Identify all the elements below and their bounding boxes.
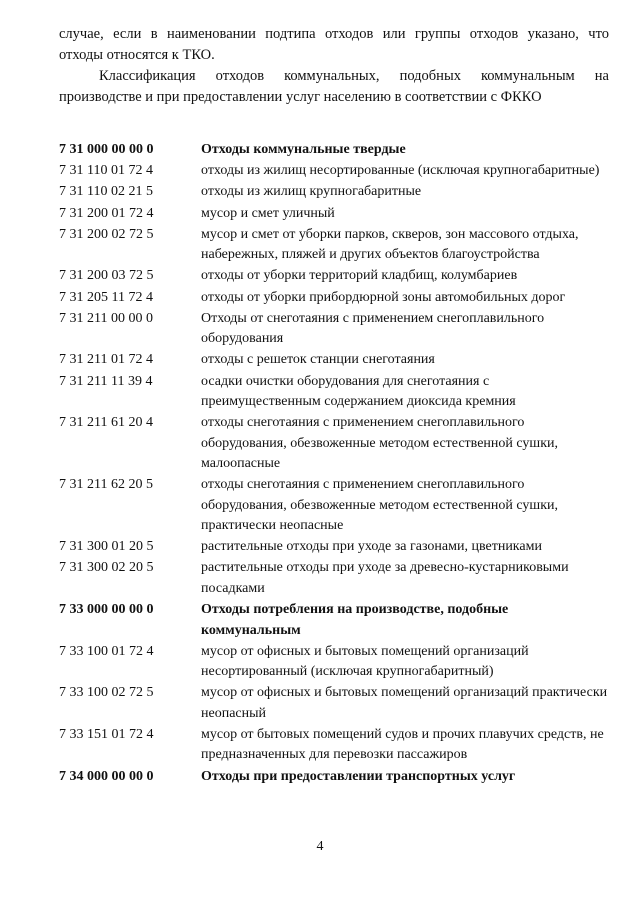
waste-code: 7 31 200 03 72 5: [59, 268, 154, 284]
waste-description: растительные отходы при уходе за газонами, цветниками: [201, 539, 542, 555]
waste-description: Отходы от снеготаяния с применением снегоплавильного оборудования: [201, 310, 545, 347]
table-group-row: [59, 600, 609, 641]
table-row: [59, 266, 609, 286]
waste-code: 7 31 110 02 21 5: [59, 184, 153, 200]
table-group-row: [59, 767, 609, 787]
page-number: 4: [316, 839, 324, 854]
intro-line-2: отходы относятся к ТКО.: [59, 47, 215, 63]
waste-code: 7 33 100 02 72 5: [59, 685, 154, 701]
table-row: [59, 372, 609, 413]
table-row: [59, 225, 609, 266]
waste-code: 7 31 211 11 39 4: [59, 373, 153, 389]
table-row: [59, 537, 609, 557]
waste-description: растительные отходы при уходе за древесно-кустарниковыми посадками: [201, 560, 569, 596]
waste-code: 7 34 000 00 00 0: [59, 768, 154, 784]
waste-code: 7 31 110 01 72 4: [59, 163, 153, 179]
waste-description: мусор от офисных и бытовых помещений организаций несортированный (исключая крупногабаритный): [201, 643, 529, 680]
table-row: [59, 475, 609, 536]
waste-code: 7 33 000 00 00 0: [59, 602, 154, 618]
waste-description: мусор и смет от уборки парков, скверов, зон массового отдыха, набережных, пляжей и других объектов благоустройства: [201, 226, 579, 263]
document-page: [59, 24, 609, 788]
waste-code: 7 31 300 01 20 5: [59, 539, 154, 555]
waste-code: 7 31 200 02 72 5: [59, 226, 154, 242]
waste-description: отходы снеготаяния с применением снегоплавильного оборудования, обезвоженные методом естественной сушки, практически неопасные: [201, 477, 558, 534]
table-row: [59, 413, 609, 474]
waste-description: отходы снеготаяния с применением снегоплавильного оборудования, обезвоженные методом естественной сушки, малоопасные: [201, 415, 558, 472]
table-row: [59, 350, 609, 370]
table-row: [59, 161, 609, 181]
waste-code: 7 31 200 01 72 4: [59, 205, 154, 221]
waste-description: мусор от офисных и бытовых помещений организаций практически неопасный: [201, 685, 608, 721]
table-row: [59, 288, 609, 308]
table-row: [59, 642, 609, 683]
table-row: [59, 182, 609, 202]
classification-heading-line-2: производстве и при предоставлении услуг населению в соответствии с ФККО: [59, 89, 542, 105]
classification-heading-line-1: Классификация отходов коммунальных, подобных коммунальным на: [99, 68, 609, 84]
intro-line-1: случае, если в наименовании подтипа отходов или группы отходов указано, что: [59, 26, 609, 42]
waste-description: мусор и смет уличный: [201, 205, 335, 221]
waste-description: Отходы коммунальные твердые: [201, 142, 406, 157]
waste-description: отходы из жилищ крупногабаритные: [201, 184, 422, 200]
waste-description: отходы от уборки территорий кладбищ, колумбариев: [201, 268, 518, 284]
waste-code: 7 33 151 01 72 4: [59, 726, 154, 742]
waste-code: 7 31 211 62 20 5: [59, 477, 153, 493]
waste-description: осадки очистки оборудования для снеготаяния с преимущественным содержанием диоксида кремния: [201, 373, 516, 410]
waste-classification-table: [59, 140, 609, 787]
waste-code: 7 31 300 02 20 5: [59, 560, 154, 576]
table-row: [59, 683, 609, 724]
waste-description: отходы от уборки прибордюрной зоны автомобильных дорог: [201, 289, 566, 305]
waste-description: мусор от бытовых помещений судов и прочих плавучих средств, не предназначенных для перевозки пассажиров: [201, 726, 604, 763]
table-row: [59, 204, 609, 224]
table-group-row: [59, 140, 609, 160]
table-row: [59, 558, 609, 599]
waste-description: отходы с решеток станции снеготаяния: [201, 352, 435, 368]
waste-description: отходы из жилищ несортированные (исключая крупногабаритные): [201, 163, 600, 179]
table-row: [59, 309, 609, 350]
waste-code: 7 31 211 61 20 4: [59, 415, 153, 431]
waste-code: 7 31 205 11 72 4: [59, 289, 153, 305]
waste-code: 7 33 100 01 72 4: [59, 643, 154, 659]
table-row: [59, 725, 609, 766]
waste-code: 7 31 211 01 72 4: [59, 352, 153, 368]
waste-description: Отходы при предоставлении транспортных услуг: [201, 768, 516, 784]
waste-code: 7 31 211 00 00 0: [59, 310, 153, 326]
waste-description: Отходы потребления на производстве, подобные коммунальным: [201, 602, 509, 638]
waste-code: 7 31 000 00 00 0: [59, 142, 154, 157]
